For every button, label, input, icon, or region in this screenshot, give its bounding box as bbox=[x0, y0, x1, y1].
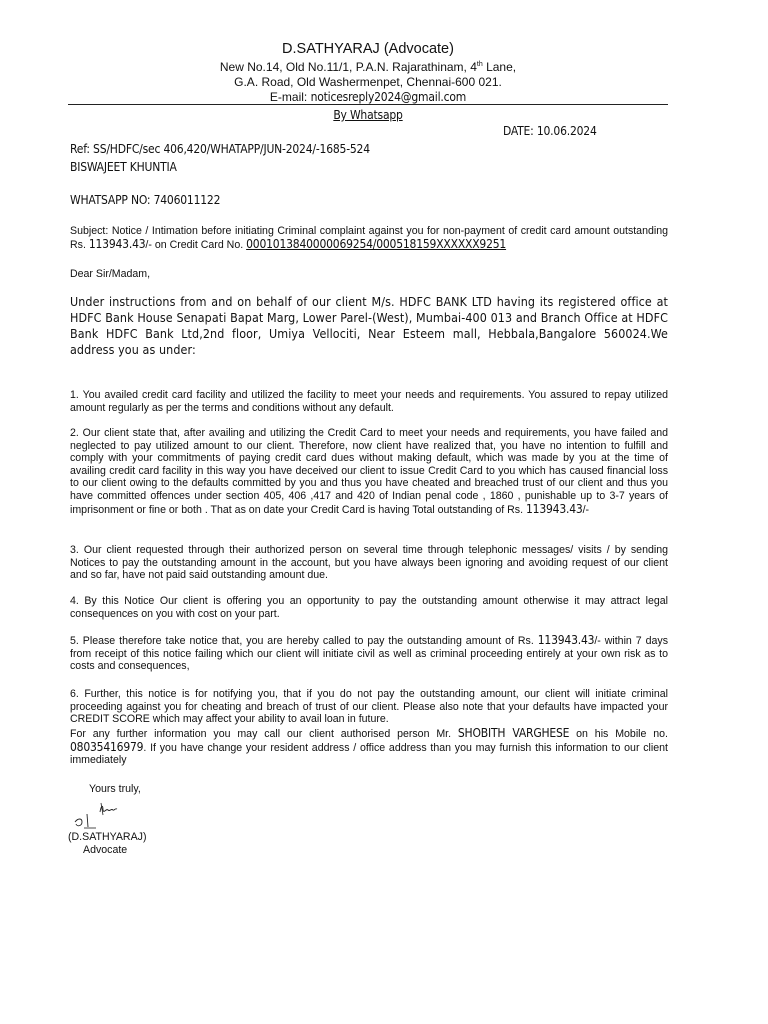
signatory-title: Advocate bbox=[83, 844, 128, 856]
paragraph-4: 4. By this Notice Our client is offering you an opportunity to pay the outstanding amount otherwise it may attract legal consequences on you with cost on your part. bbox=[70, 595, 668, 620]
letterhead-divider bbox=[68, 104, 668, 105]
paragraph-6: 6. Further, this notice is for notifying you, that if you do not pay the outstanding amount, our client will initiate criminal proceeding against you for cheating and breach of trust of our client. Please also note that your defaults have impacted your CREDIT SCORE which may affect your ability to avail loan in future. bbox=[70, 688, 668, 726]
outstanding-amount: 113943.43 bbox=[88, 236, 146, 251]
salutation: Dear Sir/Madam, bbox=[70, 268, 151, 280]
notice-date: DATE: 10.06.2024 bbox=[503, 124, 597, 138]
recipient-name: BISWAJEET KHUNTIA bbox=[70, 160, 177, 174]
letterhead-name: D.SATHYARAJ (Advocate) bbox=[282, 41, 454, 57]
reference-number: Ref: SS/HDFC/sec 406,420/WHATAPP/JUN-2024/-1685-524 bbox=[70, 142, 370, 156]
paragraph-2: 2. Our client state that, after availing and utilizing the Credit Card to meet your needs and requirements, you have failed and neglected to pay utilized amount to our client. Therefore, now client have realized that, you have no intention to fulfill and comply with your commitments of paying credit card dues without making default, which was made by you at the time of availing credit card facility in this way you have deceived our client to issue Credit Card to you which has caused financial loss to our client owing to the defaults committed by you and thus you have cheated and breached trust of our client and thus you have committed offences under section 405, 406 ,417 and 420 of Indian penal code , 1860 , punishable up to 3-7 years of imprisonment or fine or both . That as on date your Credit Card is having Total outstanding of Rs. 113943.43/- bbox=[70, 427, 668, 516]
signatory-name: (D.SATHYARAJ) bbox=[68, 831, 147, 843]
delivery-method: By Whatsapp bbox=[333, 108, 403, 122]
letterhead-address-line1: New No.14, Old No.11/1, P.A.N. Rajarathinam, 4th Lane, bbox=[219, 60, 517, 74]
closing-phrase: Yours truly, bbox=[89, 783, 141, 795]
signature-icon bbox=[70, 800, 140, 830]
subject-line: Subject: Notice / Intimation before initiating Criminal complaint against you for non-payment of credit card amount outstanding Rs. 113943.43/- on Credit Card No. 0001013840000069254/000518159XXXXXX9251 bbox=[70, 225, 668, 251]
paragraph-3: 3. Our client requested through their authorized person on several time through telephonic messages/ visits / by sending Notices to pay the outstanding amount in the account, but you have always been ignoring and avoiding request of our client and so far, have not paid said outstanding amount due. bbox=[70, 544, 668, 582]
letterhead-email: E-mail: noticesreply2024@gmail.com bbox=[269, 90, 467, 104]
intro-paragraph: Under instructions from and on behalf of our client M/s. HDFC BANK LTD having its registered office at HDFC Bank House Senapati Bapat Marg, Lower Parel-(West), Mumbai-400 013 and Branch Office at HDFC Bank HDFC Bank Ltd,2nd floor, Umiya Vellociti, Near Esteem mall, Hebbala,Bangalore 560024.We address you as under: bbox=[70, 294, 668, 357]
paragraph-7: For any further information you may call our client authorised person Mr. SHOBITH VARGHESE on his Mobile no. 08035416979. If you have change your resident address / office address than you may furnish this information to our client immediately bbox=[70, 726, 669, 767]
contact-person: SHOBITH VARGHESE bbox=[457, 726, 570, 740]
card-number: 0001013840000069254/000518159XXXXXX9251 bbox=[246, 236, 507, 251]
letterhead-address-line2: G.A. Road, Old Washermenpet, Chennai-600 021. bbox=[234, 75, 502, 89]
recipient-whatsapp: WHATSAPP NO: 7406011122 bbox=[70, 193, 221, 207]
paragraph-5: 5. Please therefore take notice that, you are hereby called to pay the outstanding amount of Rs. 113943.43/- within 7 days from receipt of this notice failing which our client will initiate civil as well as criminal proceeding entirely at your own risk as to costs and consequences, bbox=[70, 633, 669, 673]
contact-phone: 08035416979 bbox=[70, 739, 144, 754]
paragraph-1: 1. You availed credit card facility and utilized the facility to meet your needs and requirements. You assured to repay utilized amount regularly as per the terms and conditions without any default. bbox=[70, 389, 668, 414]
